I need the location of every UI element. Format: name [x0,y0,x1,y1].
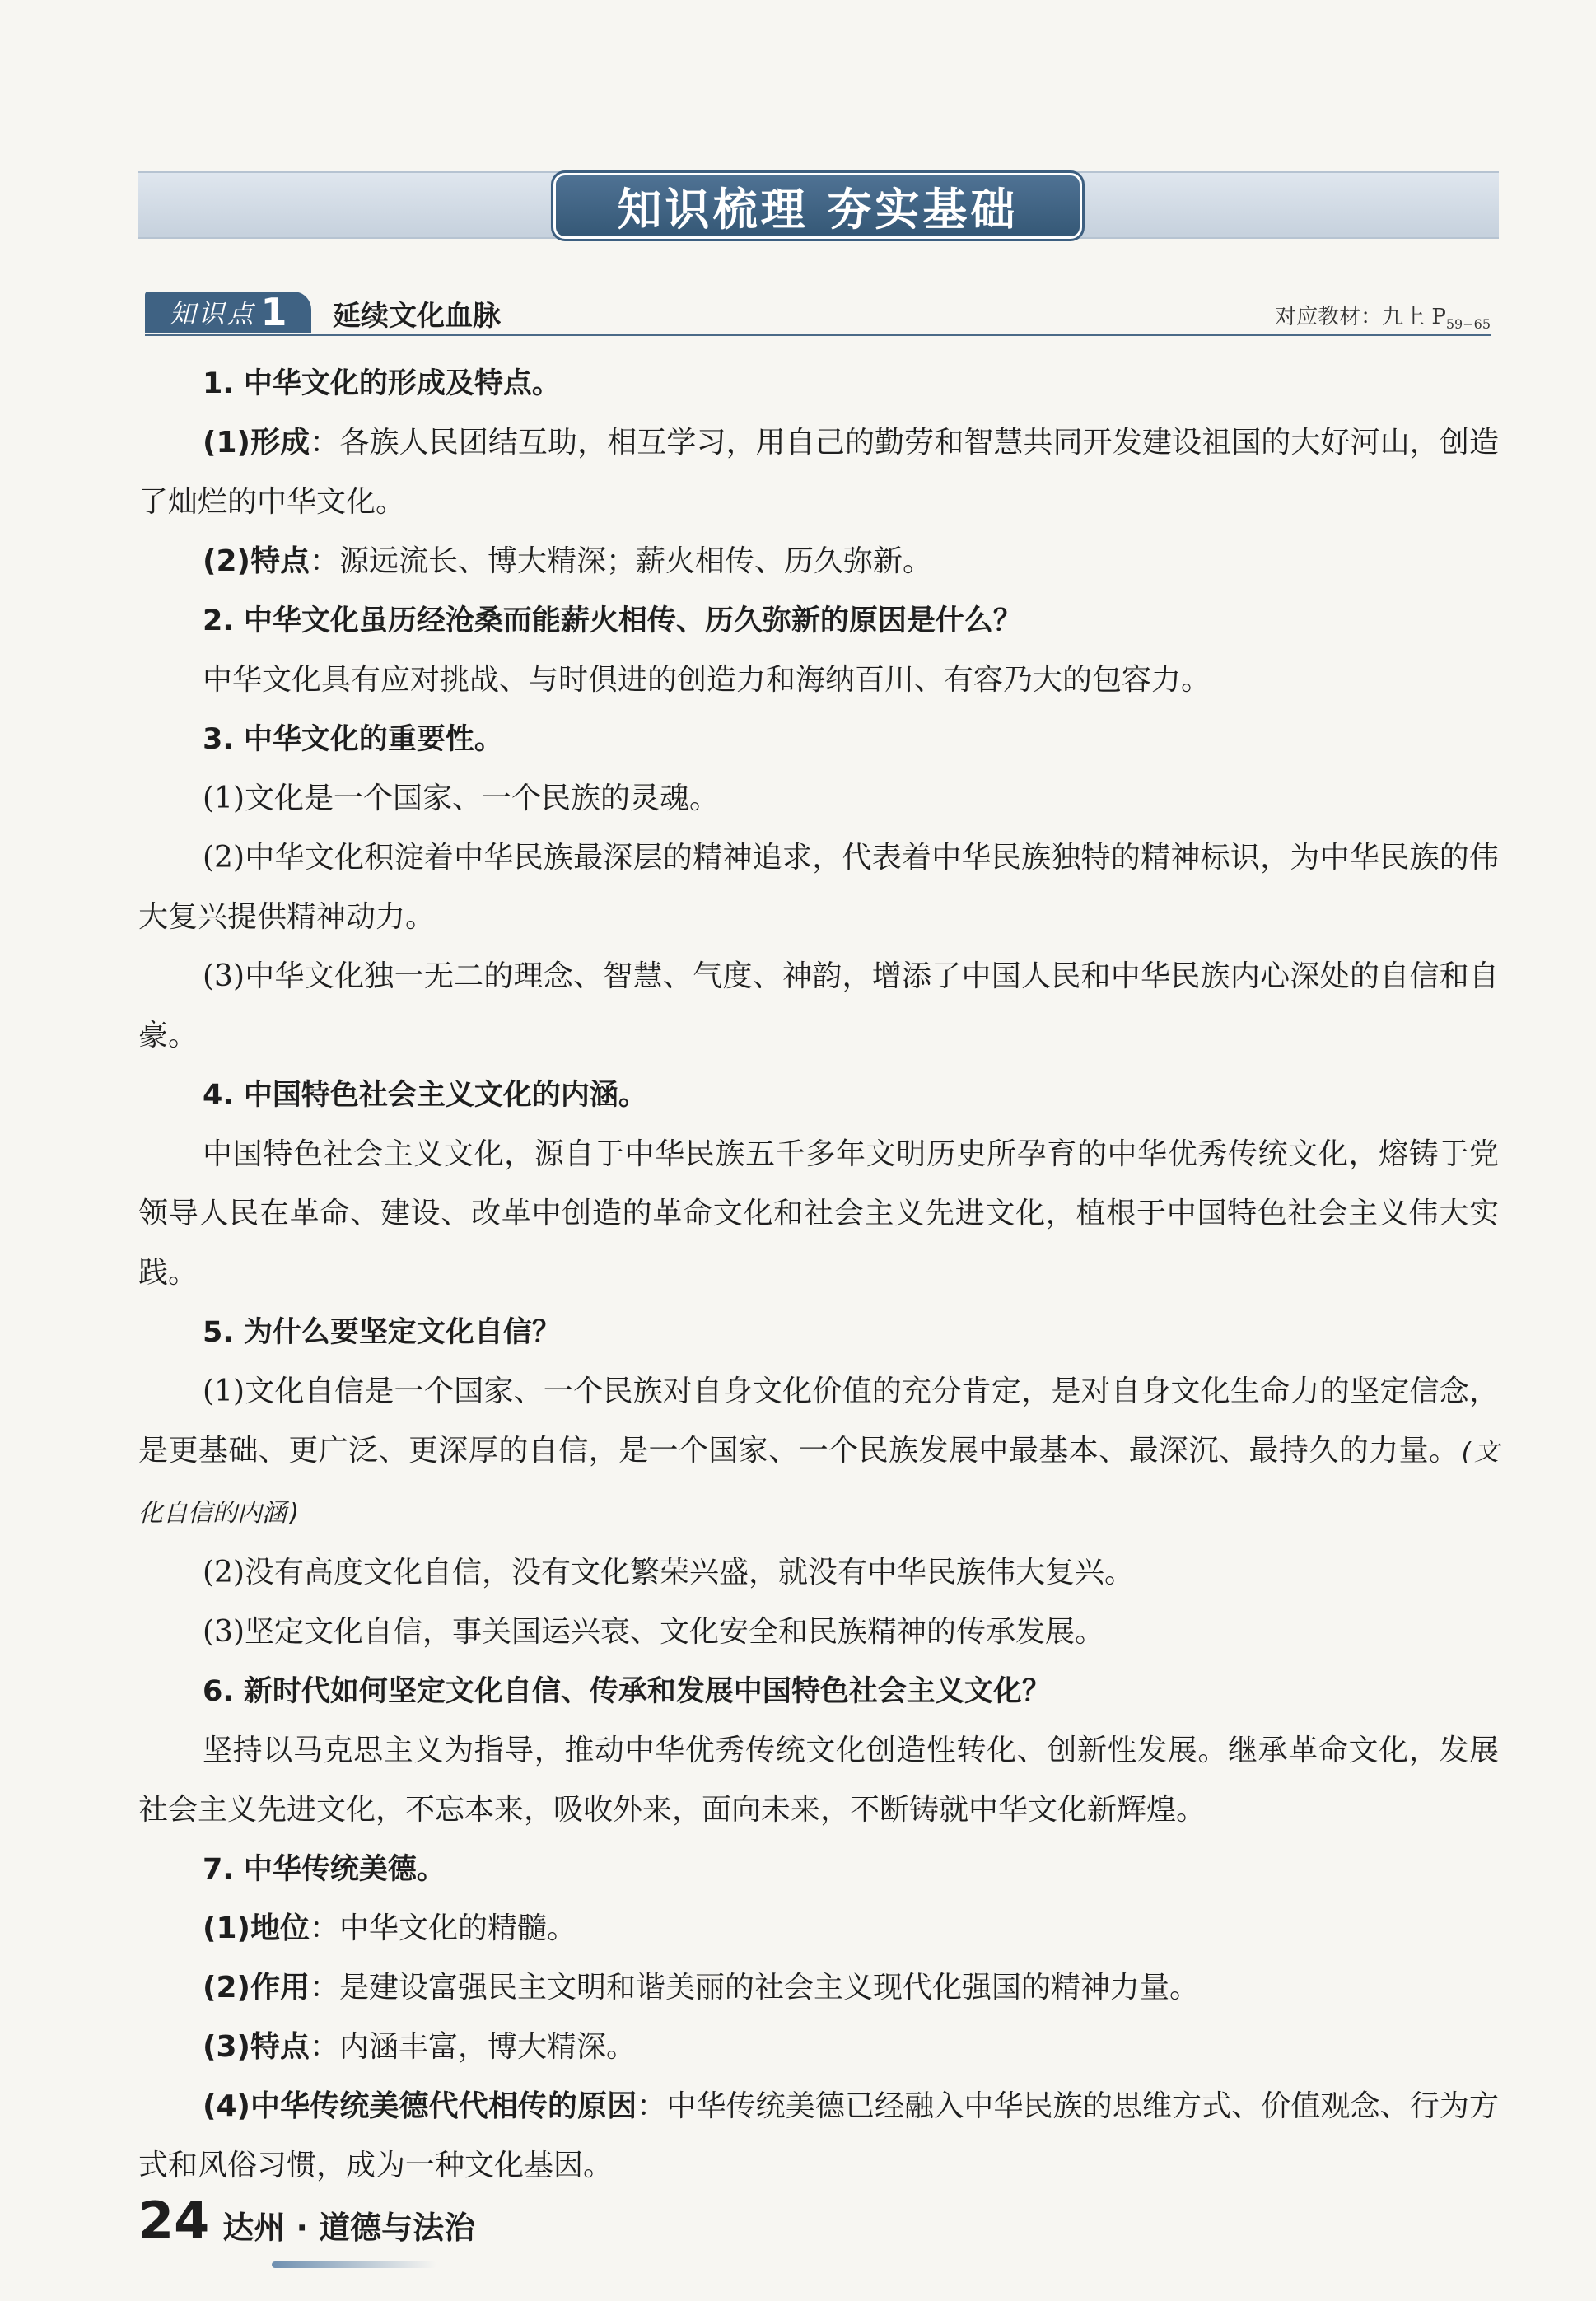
answer-paragraph [138,2018,1499,2077]
paragraph-text: 中华文化具有应对挑战、与时俱进的创造力和海纳百川、有容乃大的包容力。 [203,663,1211,697]
answer-paragraph [138,947,1499,1066]
answer-paragraph [138,1899,1499,1958]
handwritten-note: (文化自信的内涵) [138,1438,1499,1528]
paragraph-text: ：中华传统美德已经融入中华民族的思维方式、价值观念、行为方式和风俗习惯，成为一种文化基因。 [138,2089,1499,2182]
lead-label: (1)地位 [203,1911,310,1945]
paragraph-text: (1)文化是一个国家、一个民族的灵魂。 [203,782,719,815]
reference-pages: 59−65 [1445,316,1491,333]
answer-paragraph [138,1721,1499,1840]
page-number: 24 [138,2191,210,2251]
badge-number: 1 [260,290,287,334]
answer-paragraph [138,532,1499,591]
footer-decoration [272,2261,436,2268]
paragraph-text: 中国特色社会主义文化，源自于中华民族五千多年文明历史所孕育的中华优秀传统文化，熔铸于党领导人民在革命、建设、改革中创造的革命文化和社会主义先进文化，植根于中国特色社会主义伟大实践。 [138,1137,1499,1290]
answer-paragraph [138,769,1499,828]
answer-paragraph [138,651,1499,710]
heading-text: 6. 新时代如何坚定文化自信、传承和发展中国特色社会主义文化？ [203,1675,1051,1708]
textbook-reference [1275,300,1491,332]
lead-label: (1)形成 [203,426,310,460]
question-heading [138,354,1499,413]
heading-text: 2. 中华文化虽历经沧桑而能薪火相传、历久弥新的原因是什么？ [203,604,1022,637]
answer-paragraph [138,2077,1499,2196]
question-heading [138,1303,1499,1362]
knowledge-point-badge [145,292,311,333]
knowledge-point-title: 延续文化血脉 [333,300,501,333]
question-heading [138,710,1499,769]
paragraph-text: ：源远流长、博大精深；薪火相传、历久弥新。 [309,544,932,578]
heading-text: 4. 中国特色社会主义文化的内涵。 [203,1079,647,1112]
heading-text: 7. 中华传统美德。 [203,1853,446,1886]
content-body [138,354,1499,2196]
paragraph-text: ：中华文化的精髓。 [309,1911,576,1945]
answer-paragraph [138,1603,1499,1662]
heading-text: 5. 为什么要坚定文化自信？ [203,1316,561,1349]
question-heading [138,591,1499,651]
lead-label: (2)特点 [203,544,310,578]
book-title: 达州 · 道德与法治 [222,2210,476,2246]
paragraph-text: ：内涵丰富，博大精深。 [309,2030,636,2064]
paragraph-text: 坚持以马克思主义为指导，推动中华优秀传统文化创造性转化、创新性发展。继承革命文化，发展社会主义先进文化，不忘本来，吸收外来，面向未来，不断铸就中华文化新辉煌。 [138,1734,1499,1827]
answer-paragraph [138,1362,1499,1543]
paragraph-text: ：是建设富强民主文明和谐美丽的社会主义现代化强国的精神力量。 [309,1971,1199,2005]
paragraph-text: (1)文化自信是一个国家、一个民族对自身文化价值的充分肯定，是对自身文化生命力的坚定信念，是更基础、更广泛、更深厚的自信，是一个国家、一个民族发展中最基本、最深沉、最持久的力量。 [138,1375,1499,1468]
answer-paragraph [138,413,1499,532]
question-heading [138,1662,1499,1721]
question-heading [138,1066,1499,1125]
paragraph-text: (3)坚定文化自信，事关国运兴衰、文化安全和民族精神的传承发展。 [203,1615,1104,1649]
lead-label: (2)作用 [203,1971,310,2005]
heading-text: 3. 中华文化的重要性。 [203,723,503,756]
lead-label: (3)特点 [203,2030,310,2064]
paragraph-text: (2)中华文化积淀着中华民族最深层的精神追求，代表着中华民族独特的精神标识，为中华民族的伟大复兴提供精神动力。 [138,841,1499,934]
page-footer [138,2191,475,2257]
lead-label: (4)中华传统美德代代相传的原因 [203,2089,637,2123]
heading-text: 1. 中华文化的形成及特点。 [203,367,561,400]
reference-text: 对应教材：九上 P [1275,305,1446,329]
badge-label: 知识点 [169,298,256,329]
answer-paragraph [138,828,1499,947]
paragraph-text: ：各族人民团结互助，相互学习，用自己的勤劳和智慧共同开发建设祖国的大好河山，创造了灿烂的中华文化。 [138,426,1499,519]
question-heading [138,1840,1499,1899]
answer-paragraph [138,1543,1499,1603]
knowledge-point-header [145,292,1491,336]
paragraph-text: (3)中华文化独一无二的理念、智慧、气度、神韵，增添了中国人民和中华民族内心深处的自信和自豪。 [138,959,1499,1052]
section-title: 知识梳理 夯实基础 [553,173,1082,239]
answer-paragraph [138,1125,1499,1303]
paragraph-text: (2)没有高度文化自信，没有文化繁荣兴盛，就没有中华民族伟大复兴。 [203,1556,1134,1589]
answer-paragraph [138,1958,1499,2018]
